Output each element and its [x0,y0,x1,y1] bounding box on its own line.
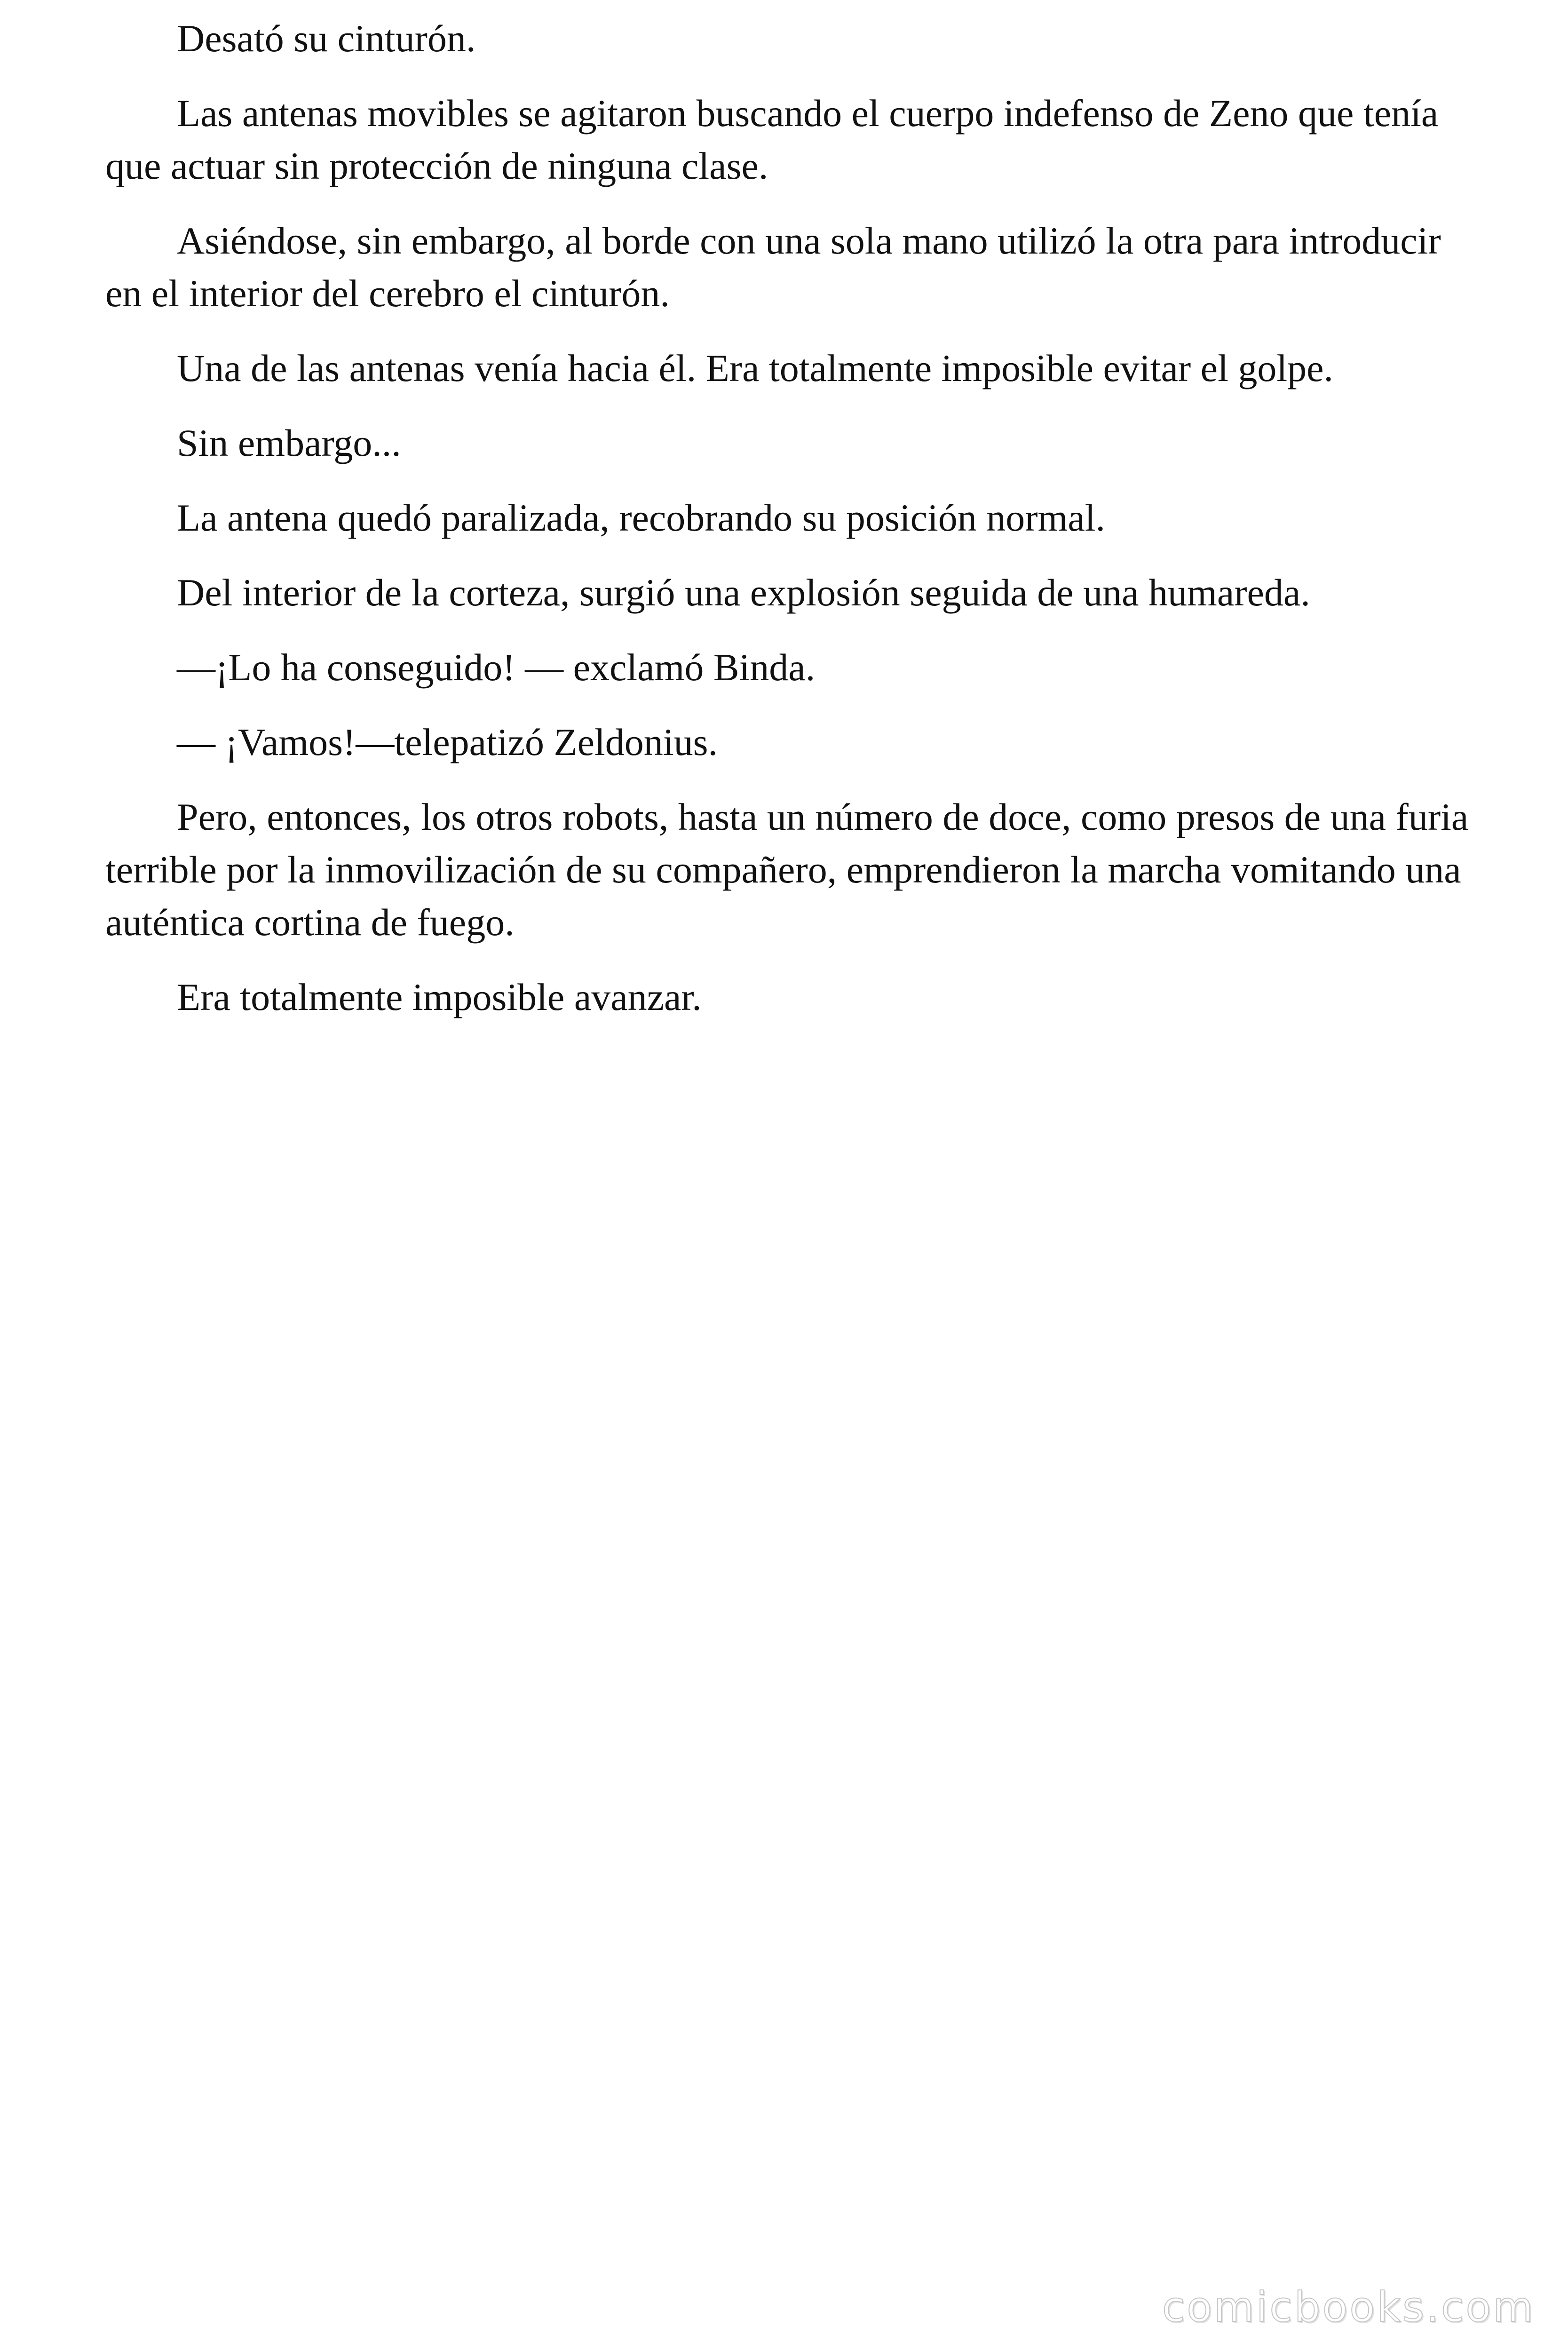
paragraph: Era totalmente imposible avanzar. [177,976,702,1018]
paragraph: Del interior de la corteza, surgió una explosión seguida de una humareda. [177,571,1310,614]
paragraph: Asiéndose, sin embargo, al borde con una sola mano utilizó la otra para introducir en el interior del cerebro el cinturón. [105,219,1441,315]
paragraph: Las antenas movibles se agitaron buscando el cuerpo indefenso de Zeno que tenía que actuar sin protección de ninguna clase. [105,92,1439,187]
body-text [105,12,1469,1046]
paragraph: Una de las antenas venía hacia él. Era totalmente imposible evitar el golpe. [177,347,1334,389]
paragraph: — ¡Vamos!—telepatizó Zeldonius. [177,721,718,763]
paragraph: Desató su cinturón. [177,17,476,60]
paragraph: Sin embargo... [177,421,401,464]
paragraph: Pero, entonces, los otros robots, hasta un número de doce, como presos de una furia terrible por la inmovilización de su compañero, emprendieron la marcha vomitando una auténtica cortina de fuego. [105,795,1469,944]
paragraph: —¡Lo ha conseguido! — exclamó Binda. [177,646,816,689]
watermark-logo: comicbooks.com [1162,2283,1535,2331]
paragraph: La antena quedó paralizada, recobrando su posición normal. [177,496,1106,539]
